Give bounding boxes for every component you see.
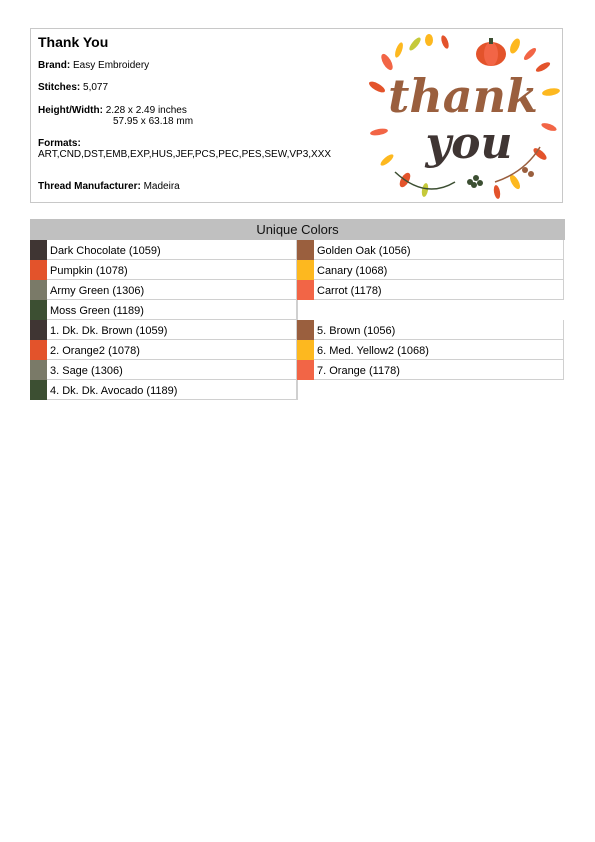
- color-swatch: [30, 380, 47, 400]
- color-swatch: [297, 360, 314, 380]
- stitches-label: Stitches:: [38, 82, 81, 93]
- design-title: Thank You: [38, 34, 109, 50]
- thread-value: Madeira: [143, 181, 180, 192]
- color-row: [30, 300, 297, 320]
- color-row: [297, 260, 564, 280]
- color-name: Golden Oak (1056): [317, 245, 411, 257]
- formats-field: [38, 138, 358, 160]
- color-row: [297, 280, 564, 300]
- brand-label: Brand:: [38, 60, 71, 71]
- color-row: [30, 280, 297, 300]
- color-name: 1. Dk. Dk. Brown (1059): [50, 325, 168, 337]
- color-name: Army Green (1306): [50, 285, 145, 297]
- color-row: [30, 260, 297, 280]
- pumpkin-icon: [476, 38, 506, 66]
- color-row: [297, 360, 564, 380]
- color-swatch: [297, 280, 314, 300]
- artwork-lettering-you: you: [425, 118, 513, 169]
- thread-label: Thread Manufacturer:: [38, 181, 141, 192]
- color-row: [30, 240, 297, 260]
- size-mm: 57.95 x 63.18 mm: [113, 116, 194, 127]
- color-swatch: [297, 260, 314, 280]
- color-name: 4. Dk. Dk. Avocado (1189): [50, 385, 178, 397]
- color-name: Pumpkin (1078): [50, 265, 128, 277]
- thread-field: [38, 181, 180, 192]
- color-swatch: [30, 280, 47, 300]
- brand-value: Easy Embroidery: [73, 60, 150, 71]
- design-info-panel: [30, 28, 563, 203]
- color-swatch: [30, 360, 47, 380]
- artwork-lettering-thank: thank: [388, 69, 538, 123]
- empty-color-cell: [297, 300, 564, 320]
- stitches-field: [38, 82, 108, 93]
- color-name: Carrot (1178): [317, 285, 382, 297]
- color-swatch: [30, 300, 47, 320]
- color-swatch: [30, 260, 47, 280]
- unique-colors-header: Unique Colors: [30, 219, 565, 240]
- color-name: 5. Brown (1056): [317, 325, 396, 337]
- color-name: Canary (1068): [317, 265, 388, 277]
- color-swatch: [30, 340, 47, 360]
- stitches-value: 5,077: [83, 82, 109, 93]
- color-row: [297, 340, 564, 360]
- color-name: 3. Sage (1306): [50, 365, 123, 377]
- color-swatch: [30, 320, 47, 340]
- color-name: 7. Orange (1178): [317, 365, 400, 377]
- color-swatch: [297, 340, 314, 360]
- design-artwork-image: [365, 32, 561, 202]
- formats-label: Formats:: [38, 138, 81, 149]
- color-name: Dark Chocolate (1059): [50, 245, 161, 257]
- color-row: [30, 340, 297, 360]
- color-row: [30, 320, 297, 340]
- size-inches: 2.28 x 2.49 inches: [105, 105, 187, 116]
- color-name: 2. Orange2 (1078): [50, 345, 140, 357]
- color-name: Moss Green (1189): [50, 305, 144, 317]
- color-row: [30, 380, 297, 400]
- color-row: [297, 240, 564, 260]
- color-swatch: [297, 320, 314, 340]
- color-swatch: [30, 240, 47, 260]
- color-name: 6. Med. Yellow2 (1068): [317, 345, 429, 357]
- brand-field: [38, 60, 149, 71]
- color-swatch: [297, 240, 314, 260]
- size-label: Height/Width:: [38, 105, 103, 116]
- empty-color-cell: [297, 380, 564, 400]
- formats-value: ART,CND,DST,EMB,EXP,HUS,JEF,PCS,PEC,PES,SEW,VP3,XXX: [38, 149, 332, 160]
- color-row: [30, 360, 297, 380]
- size-field: [38, 105, 194, 127]
- color-row: [297, 320, 564, 340]
- berries-decoration: [467, 167, 534, 188]
